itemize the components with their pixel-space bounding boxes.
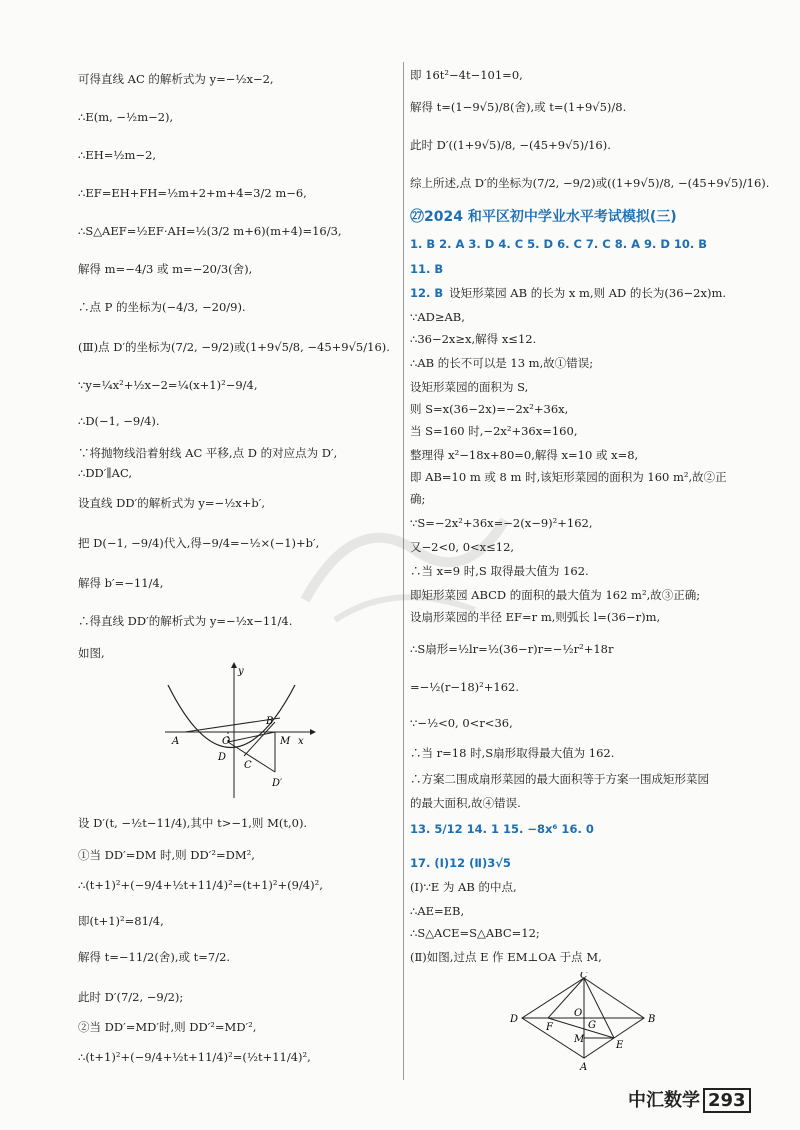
- solution-line: ∴DD′∥AC,: [78, 466, 133, 480]
- solution-line: 此时 D′(7/2, −9/2);: [78, 990, 184, 1004]
- solution-line: ∵−½<0, 0<r<36,: [410, 716, 513, 730]
- page-number: 293: [703, 1088, 751, 1113]
- solution-line: (Ⅰ)∵E 为 AB 的中点,: [410, 880, 517, 894]
- solution-line: ∴方案二围成扇形菜园的最大面积等于方案一围成矩形菜园: [410, 772, 709, 786]
- parabola-curve: [168, 685, 295, 748]
- solution-line: 解得 t=−11/2(舍),或 t=7/2.: [78, 950, 231, 964]
- solution-line: ∴AB 的长不可以是 13 m,故①错误;: [410, 356, 594, 370]
- solution-line: 设 D′(t, −½t−11/4),其中 t>−1,则 M(t,0).: [78, 816, 308, 830]
- section-heading: ㉗2024 和平区初中学业水平考试模拟(三): [410, 209, 677, 225]
- label-b2: B: [648, 1014, 656, 1025]
- label-f2: F: [546, 1022, 553, 1033]
- label-e2: E: [616, 1040, 624, 1051]
- question-answer-label: 12. B: [410, 286, 444, 300]
- solution-line: =−½(r−18)²+162.: [410, 680, 520, 694]
- y-axis-arrow: [231, 662, 237, 668]
- solution-line: ∴36−2x≥x,解得 x≤12.: [410, 332, 537, 346]
- label-a: A: [172, 736, 180, 747]
- solution-line: 设直线 DD′的解析式为 y=−½x+b′,: [78, 496, 266, 510]
- solution-line: 如图,: [78, 646, 105, 660]
- solution-line: ∴当 r=18 时,S扇形取得最大值为 162.: [410, 746, 615, 760]
- solution-line: 又−2<0, 0<x≤12,: [410, 540, 515, 554]
- footer-brand: 中汇数学: [628, 1090, 700, 1111]
- label-a2: A: [580, 1062, 588, 1072]
- solution-line: ∴EF=EH+FH=½m+2+m+4=3/2 m−6,: [78, 186, 307, 200]
- answer-key-line: 1. B 2. A 3. D 4. C 5. D 6. C 7. C 8. A 9. D 10. B: [410, 237, 708, 251]
- solution-line: 设扇形菜园的半径 EF=r m,则弧长 l=(36−r)m,: [410, 610, 661, 624]
- label-m2: M: [574, 1034, 585, 1045]
- solution-line: ∴得直线 DD′的解析式为 y=−½x−11/4.: [78, 614, 293, 628]
- label-o: O: [222, 736, 231, 747]
- solution-line: 综上所述,点 D′的坐标为(7/2, −9/2)或((1+9√5)/8, −(45+9√5)/16).: [410, 176, 770, 190]
- solution-line: 整理得 x²−18x+80=0,解得 x=10 或 x=8,: [410, 448, 639, 462]
- solution-line: ∴EH=½m−2,: [78, 148, 157, 162]
- solution-line: ∴D(−1, −9/4).: [78, 414, 160, 428]
- label-m: M: [280, 736, 291, 747]
- solution-line: ∵将抛物线沿着射线 AC 平移,点 D 的对应点为 D′,: [78, 446, 338, 460]
- solution-line: ∴(t+1)²+(−9/4+½t+11/4)²=(t+1)²+(9/4)²,: [78, 878, 323, 892]
- solution-line: 可得直线 AC 的解析式为 y=−½x−2,: [78, 72, 274, 86]
- solution-line: 把 D(−1, −9/4)代入,得−9/4=−½×(−1)+b′,: [78, 536, 320, 550]
- label-c2: C: [580, 972, 588, 981]
- solution-line: ∴S扇形=½lr=½(36−r)r=−½r²+18r: [410, 642, 614, 656]
- answer-key-line: 11. B: [410, 262, 444, 276]
- solution-line: ∴当 x=9 时,S 取得最大值为 162.: [410, 564, 589, 578]
- solution-line: 设矩形菜园的面积为 S,: [410, 380, 529, 394]
- label-b: B: [266, 716, 274, 727]
- solution-line: 解得 b′=−11/4,: [78, 576, 164, 590]
- solution-line: ∴点 P 的坐标为(−4/3, −20/9).: [78, 300, 246, 314]
- label-y: y: [238, 666, 244, 677]
- answer-key-line: 17. (Ⅰ)12 (Ⅱ)3√5: [410, 856, 511, 870]
- solution-line: ①当 DD′=DM 时,则 DD′²=DM²,: [78, 848, 255, 862]
- solution-line: ∴(t+1)²+(−9/4+½t+11/4)²=(½t+11/4)²,: [78, 1050, 311, 1064]
- x-axis-arrow: [310, 729, 316, 735]
- solution-line: ∴AE=EB,: [410, 904, 465, 918]
- parabola-figure: [160, 660, 320, 800]
- solution-text: 设矩形菜园 AB 的长为 x m,则 AD 的长为(36−2x)m.: [449, 286, 727, 300]
- solution-line: (Ⅱ)如图,过点 E 作 EM⊥OA 于点 M,: [410, 950, 602, 964]
- solution-line: [410, 286, 726, 300]
- solution-line: ∴S△ACE=S△ABC=12;: [410, 926, 540, 940]
- solution-line: 即 16t²−4t−101=0,: [410, 68, 523, 82]
- solution-line: 则 S=x(36−2x)=−2x²+36x,: [410, 402, 569, 416]
- solution-line: 此时 D′((1+9√5)/8, −(45+9√5)/16).: [410, 138, 611, 152]
- label-d-prime: D′: [272, 778, 283, 789]
- page-footer: [628, 1086, 751, 1112]
- solution-line: ∵y=¼x²+½x−2=¼(x+1)²−9/4,: [78, 378, 258, 392]
- label-x: x: [298, 736, 304, 747]
- solution-line: 即 AB=10 m 或 8 m 时,该矩形菜园的面积为 160 m²,故②正: [410, 470, 727, 484]
- solution-line: 解得 m=−4/3 或 m=−20/3(舍),: [78, 262, 253, 276]
- solution-line: ∵S=−2x²+36x=−2(x−9)²+162,: [410, 516, 593, 530]
- solution-line: 即矩形菜园 ABCD 的面积的最大值为 162 m²,故③正确;: [410, 588, 701, 602]
- solution-line: ②当 DD′=MD′时,则 DD′²=MD′²,: [78, 1020, 257, 1034]
- solution-line: 的最大面积,故④错误.: [410, 796, 521, 810]
- solution-line: ∴E(m, −½m−2),: [78, 110, 174, 124]
- solution-line: (Ⅲ)点 D′的坐标为(7/2, −9/2)或(1+9√5/8, −45+9√5/16).: [78, 340, 390, 354]
- answer-key-line: 13. 5/12 14. 1 15. −8x⁶ 16. 0: [410, 822, 594, 836]
- label-g2: G: [588, 1020, 596, 1031]
- rhombus-figure: [508, 972, 668, 1072]
- solution-line: ∴S△AEF=½EF·AH=½(3/2 m+6)(m+4)=16/3,: [78, 224, 342, 238]
- solution-line: 即(t+1)²=81/4,: [78, 914, 164, 928]
- solution-line: 解得 t=(1−9√5)/8(舍),或 t=(1+9√5)/8.: [410, 100, 627, 114]
- line-cb: [244, 722, 275, 756]
- watermark-logo: [275, 490, 535, 640]
- label-c: C: [244, 760, 252, 771]
- solution-line: 当 S=160 时,−2x²+36x=160,: [410, 424, 578, 438]
- label-o2: O: [574, 1008, 583, 1019]
- solution-line: 确;: [410, 492, 426, 506]
- label-d2: D: [510, 1014, 519, 1025]
- solution-line: ∵AD≥AB,: [410, 310, 465, 324]
- label-d: D: [218, 752, 227, 763]
